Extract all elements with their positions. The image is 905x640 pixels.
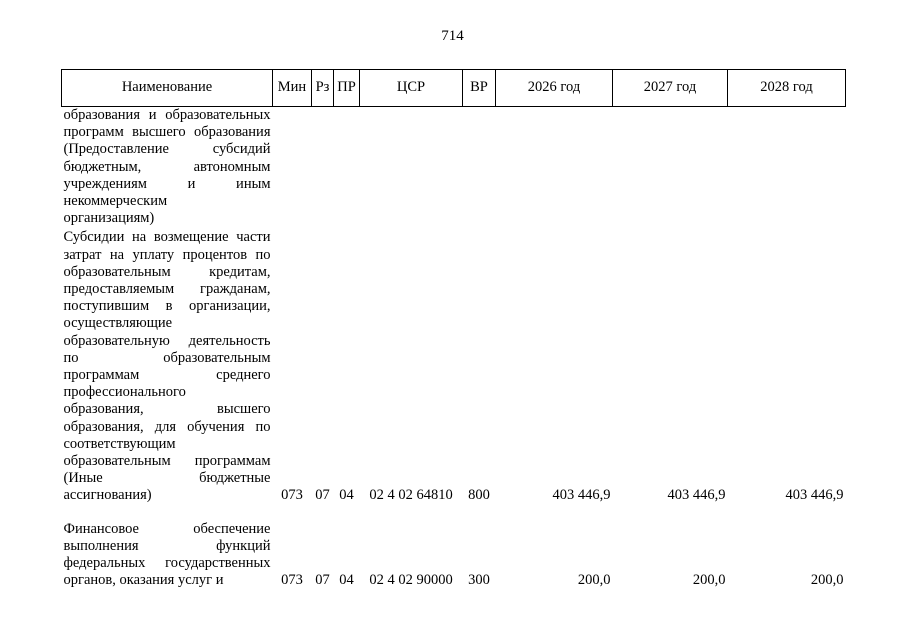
header-2028: 2028 год	[728, 70, 846, 107]
cell-rz: 07	[315, 487, 330, 504]
cell-pr: 04	[339, 487, 354, 504]
cell-pr	[334, 107, 360, 228]
name-line: органов, оказания услуг и	[63, 572, 224, 589]
name-line: профессионального	[63, 384, 186, 401]
header-2026: 2026 год	[496, 70, 613, 107]
table-header	[62, 70, 846, 107]
cell-vr: 300	[468, 572, 490, 589]
cell-2026	[496, 107, 613, 228]
header-csr: ЦСР	[360, 70, 463, 107]
table-row	[62, 521, 846, 602]
cell-2026: 403 446,9	[552, 487, 611, 504]
cell-2027: 403 446,9	[667, 487, 726, 504]
name-line: Финансовое обеспечение	[63, 520, 271, 537]
header-name: Наименование	[62, 70, 273, 107]
name-line: образования, высшего	[63, 401, 271, 418]
budget-table	[61, 69, 846, 601]
cell-name	[62, 227, 273, 520]
header-pr: ПР	[334, 70, 360, 107]
cell-min	[273, 107, 312, 228]
name-line: учреждениям и иным	[63, 175, 271, 192]
cell-csr: 02 4 02 64810	[369, 487, 453, 504]
name-line: (Предоставление субсидий	[63, 141, 271, 158]
name-line: поступившим в организации,	[63, 298, 271, 315]
header-2027: 2027 год	[613, 70, 728, 107]
cell-pr: 04	[339, 572, 354, 589]
page-number: 714	[441, 28, 464, 44]
header-min: Мин	[273, 70, 312, 107]
name-line: соответствующим	[63, 435, 176, 452]
name-line: федеральных государственных	[63, 555, 271, 572]
cell-2027	[613, 107, 728, 228]
cell-vr: 800	[468, 487, 490, 504]
name-line: образовательным кредитам,	[63, 263, 271, 280]
cell-2026: 200,0	[577, 572, 611, 589]
cell-2027: 200,0	[692, 572, 726, 589]
name-line: затрат на уплату процентов по	[63, 246, 271, 263]
cell-rz: 07	[315, 572, 330, 589]
header-rz: Рз	[312, 70, 334, 107]
table-body	[62, 107, 846, 602]
name-line: организациям)	[63, 210, 155, 227]
name-line: выполнения функций	[63, 537, 271, 554]
name-line: Субсидии на возмещение части	[63, 229, 271, 246]
cell-min: 073	[281, 572, 303, 589]
name-line: программам среднего	[63, 367, 271, 384]
cell-csr: 02 4 02 90000	[369, 572, 453, 589]
cell-2028: 200,0	[810, 572, 844, 589]
name-line: предоставляемым гражданам,	[63, 281, 271, 298]
name-line: программ высшего образования	[63, 124, 271, 141]
cell-2028: 403 446,9	[785, 487, 844, 504]
name-line: образовательным программам	[63, 453, 271, 470]
name-line: ассигнования)	[63, 487, 152, 504]
cell-min: 073	[281, 487, 303, 504]
name-line: образования, для обучения по	[63, 418, 271, 435]
cell-csr	[360, 107, 463, 228]
name-line: по образовательным	[63, 349, 271, 366]
name-line: бюджетным, автономным	[63, 158, 271, 175]
cell-rz	[312, 107, 334, 228]
name-line: (Иные бюджетные	[63, 470, 271, 487]
cell-name	[62, 521, 273, 602]
name-line: образования и образовательных	[63, 107, 271, 123]
table-row	[62, 107, 846, 228]
cell-2028	[728, 107, 846, 228]
cell-vr	[463, 107, 496, 228]
name-line: некоммерческим	[63, 193, 168, 210]
header-vr: ВР	[463, 70, 496, 107]
table-row	[62, 227, 846, 520]
cell-name	[62, 107, 273, 228]
name-line: образовательную деятельность	[63, 332, 271, 349]
name-line: осуществляющие	[63, 315, 173, 332]
